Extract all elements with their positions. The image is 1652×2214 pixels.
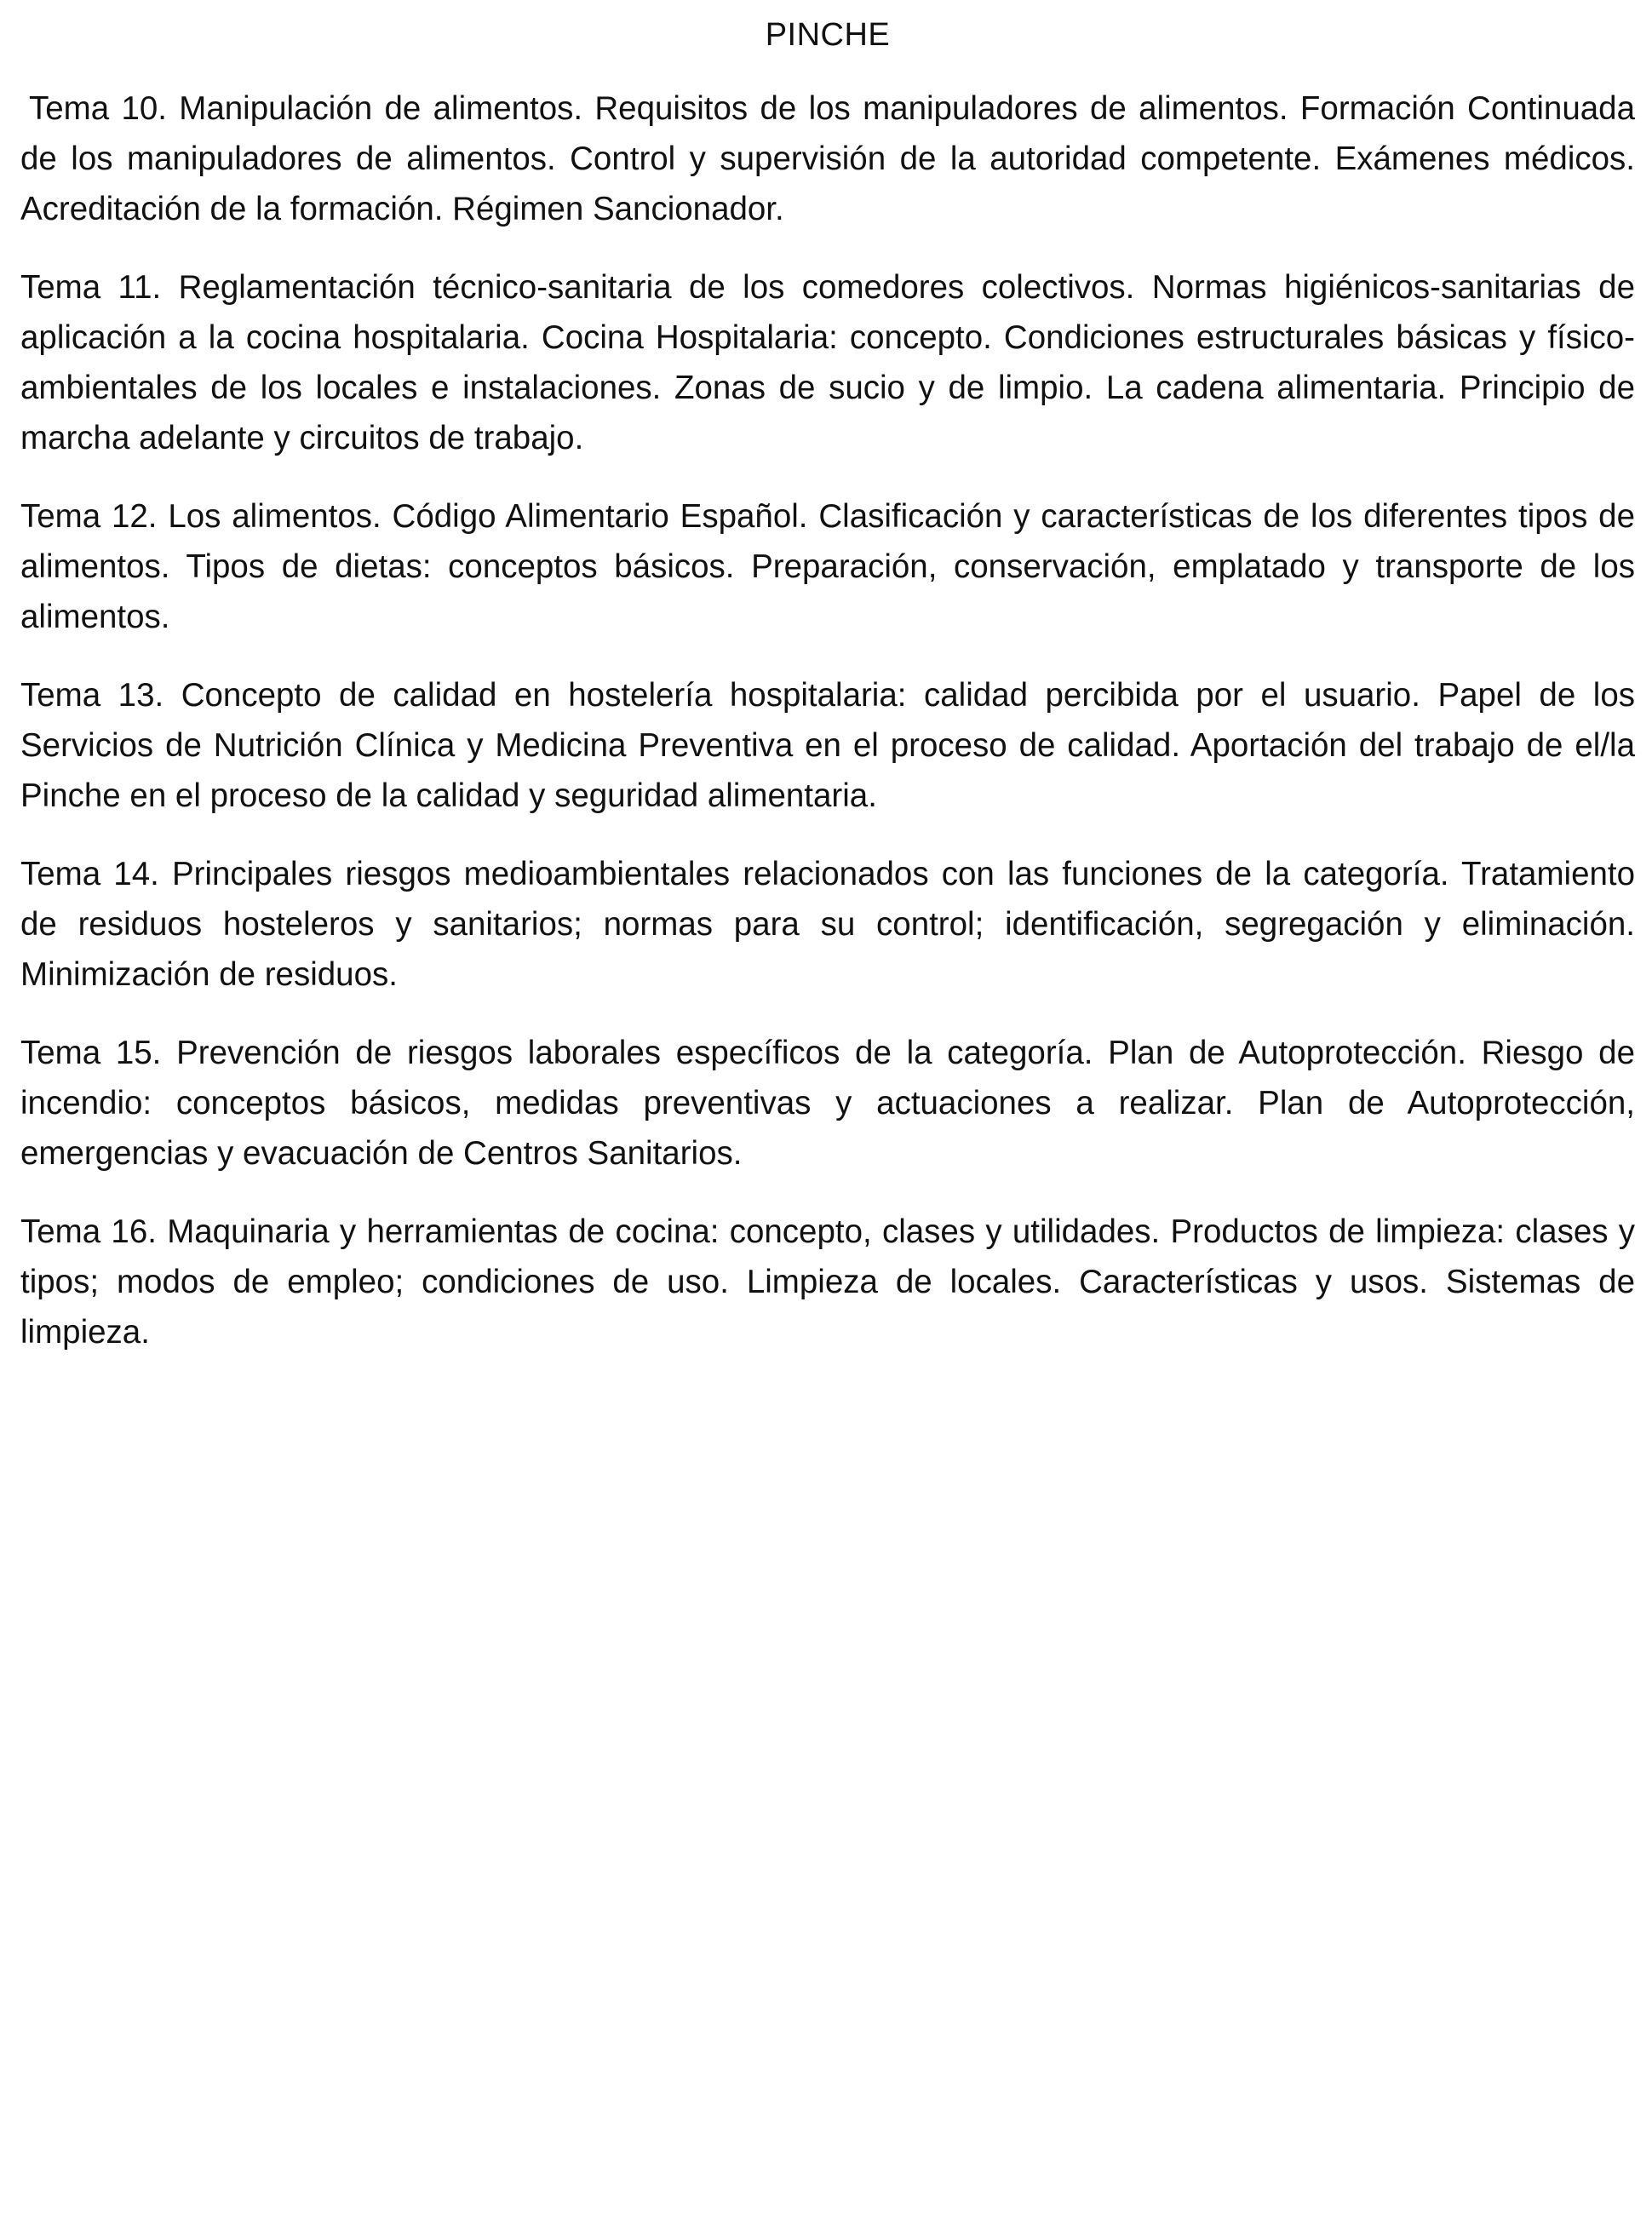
topic-paragraph-11: Tema 11. Reglamentación técnico-sanitaria de los comedores colectivos. Normas higiénicos-sanitarias de aplicación a la cocina hospitalaria. Cocina Hospitalaria: concepto. Condiciones estructurales básicas y físico-ambientales de los locales e instalaciones. Zonas de sucio y de limpio. La cadena alimentaria. Principio de marcha adelante y circuitos de trabajo.: [20, 269, 1635, 456]
topic-paragraph-12: Tema 12. Los alimentos. Código Alimentario Español. Clasificación y características de los diferentes tipos de alimentos. Tipos de dietas: conceptos básicos. Preparación, conservación, emplatado y transporte de los alimentos.: [20, 498, 1635, 635]
topic-paragraph-13: Tema 13. Concepto de calidad en hostelería hospitalaria: calidad percibida por el usuario. Papel de los Servicios de Nutrición Clínica y Medicina Preventiva en el proceso de calidad. Aportación del trabajo de el/la Pinche en el proceso de la calidad y seguridad alimentaria.: [20, 677, 1635, 814]
topic-list: [20, 83, 1635, 1357]
document-title: PINCHE: [765, 17, 891, 53]
topic-paragraph-14: Tema 14. Principales riesgos medioambientales relacionados con las funciones de la categoría. Tratamiento de residuos hosteleros y sanitarios; normas para su control; identificación, segregación y eliminación. Minimización de residuos.: [20, 856, 1635, 993]
document-page: [20, 0, 1635, 2214]
topic-paragraph-16: Tema 16. Maquinaria y herramientas de cocina: concepto, clases y utilidades. Productos de limpieza: clases y tipos; modos de empleo; condiciones de uso. Limpieza de locales. Características y usos. Sistemas de limpieza.: [20, 1213, 1635, 1351]
topic-paragraph-10: Tema 10. Manipulación de alimentos. Requisitos de los manipuladores de alimentos. Formación Continuada de los manipuladores de alimentos. Control y supervisión de la autoridad competente. Exámenes médicos. Acreditación de la formación. Régimen Sancionador.: [20, 90, 1635, 227]
topic-paragraph-15: Tema 15. Prevención de riesgos laborales específicos de la categoría. Plan de Autoprotección. Riesgo de incendio: conceptos básicos, medidas preventivas y actuaciones a realizar. Plan de Autoprotección, emergencias y evacuación de Centros Sanitarios.: [20, 1035, 1635, 1172]
